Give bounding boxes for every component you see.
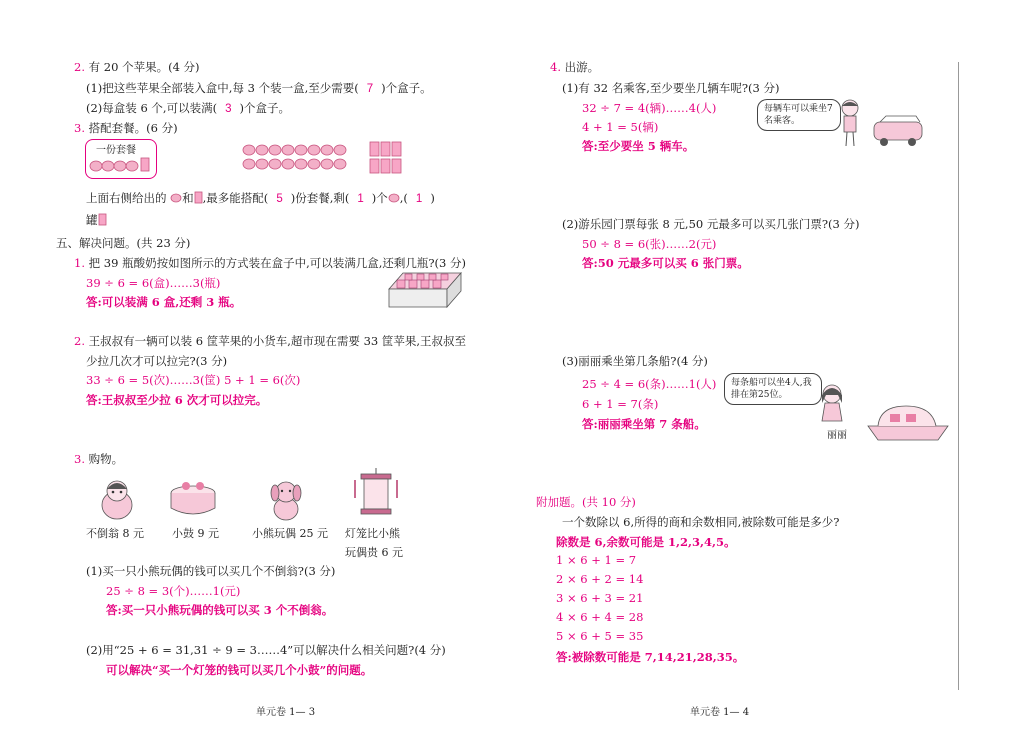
lantern-icon <box>353 468 399 520</box>
section5-title: 五、解决问题。(共 23 分) <box>56 236 191 250</box>
q2-part2: (2)每盒装 6 个,可以装满( 3 )个盒子。 <box>86 101 290 115</box>
cans-group-icon <box>369 141 403 175</box>
girl-icon <box>818 383 846 425</box>
item-drum-label: 小鼓 9 元 <box>172 527 219 540</box>
q4-title: 4. 出游。 <box>550 60 600 74</box>
q4-p1-answer: 答:至少要坐 5 辆车。 <box>582 139 695 153</box>
s5q1-text: 1. 把 39 瓶酸奶按如图所示的方式装在盒子中,可以装满几盒,还剩几瓶?(3 分) <box>74 256 467 270</box>
item-lantern-label1: 灯笼比小熊 <box>345 527 400 540</box>
extra-eq-1: 1 × 6 + 1 = 7 <box>556 553 637 567</box>
car-icon <box>872 114 924 148</box>
cakes-group-icon <box>242 142 350 172</box>
s5q3-title: 3. 购物。 <box>74 452 124 466</box>
girl-name: 丽丽 <box>827 430 847 441</box>
s5q1-answer: 答:可以装满 6 盒,还剩 3 瓶。 <box>86 295 242 309</box>
left-footer: 单元卷 1— 3 <box>256 707 316 718</box>
extra-title: 附加题。(共 10 分) <box>536 495 636 509</box>
s5q3-p1-answer: 答:买一只小熊玩偶的钱可以买 3 个不倒翁。 <box>106 603 334 617</box>
speech-bubble-boat: 每条船可以坐4人,我排在第25位。 <box>724 373 822 405</box>
q4-p1: (1)有 32 名乘客,至少要坐几辆车呢?(3 分) <box>562 81 780 95</box>
item-bear-label: 小熊玩偶 25 元 <box>252 527 328 540</box>
q4-p3-work1: 25 ÷ 4 = 6(条)……1(人) <box>582 377 717 391</box>
extra-eq-3: 3 × 6 + 3 = 21 <box>556 591 644 605</box>
q3-line2: 罐 <box>86 212 107 228</box>
cake-icon <box>388 193 400 203</box>
item-lantern-label2: 玩偶贵 6 元 <box>345 546 403 559</box>
q4-p1-work2: 4 + 1 = 5(辆) <box>582 120 659 134</box>
page-edge-divider <box>958 62 959 690</box>
yogurt-box-icon <box>385 267 463 311</box>
right-footer: 单元卷 1— 4 <box>690 707 750 718</box>
set-meal-items-icon <box>89 157 153 173</box>
q4-p2-answer: 答:50 元最多可以买 6 张门票。 <box>582 256 749 270</box>
s5q2-text1: 2. 王叔叔有一辆可以装 6 筐苹果的小货车,超市现在需要 33 筐苹果,王叔叔至 <box>74 334 467 348</box>
set-meal-label: 一份套餐 <box>96 145 136 156</box>
q2-part1: (1)把这些苹果全部装入盒中,每 3 个装一盒,至少需要( 7 )个盒子。 <box>86 81 432 95</box>
q4-p2: (2)游乐园门票每张 8 元,50 元最多可以买几张门票?(3 分) <box>562 217 860 231</box>
teddy-bear-icon <box>266 478 306 522</box>
q4-p3: (3)丽丽乘坐第几条船?(4 分) <box>562 354 708 368</box>
s5q3-p1-work: 25 ÷ 8 = 3(个)……1(元) <box>106 584 241 598</box>
q3-line1: 上面右侧给出的 和 ,最多能搭配( 5 )份套餐,剩( 1 )个 ,( 1 ) <box>86 191 435 205</box>
q3-title: 3. 搭配套餐。(6 分) <box>74 121 178 135</box>
extra-eq-2: 2 × 6 + 2 = 14 <box>556 572 644 586</box>
extra-line1: 除数是 6,余数可能是 1,2,3,4,5。 <box>556 535 736 549</box>
s5q2-text2: 少拉几次才可以拉完?(3 分) <box>86 354 228 368</box>
can-icon <box>194 191 203 204</box>
s5q3-p2-answer: 可以解决“买一个灯笼的钱可以买几个小鼓”的问题。 <box>106 663 373 677</box>
item-tumbler-label: 不倒翁 8 元 <box>86 527 144 540</box>
boy-icon <box>838 98 862 150</box>
s5q1-work: 39 ÷ 6 = 6(盒)……3(瓶) <box>86 276 221 290</box>
q4-p3-answer: 答:丽丽乘坐第 7 条船。 <box>582 417 706 431</box>
extra-eq-5: 5 × 6 + 5 = 35 <box>556 629 644 643</box>
can-icon <box>98 213 107 226</box>
boat-icon <box>866 400 950 444</box>
s5q2-work: 33 ÷ 6 = 5(次)……3(筐) 5 + 1 = 6(次) <box>86 373 301 387</box>
q4-p1-work1: 32 ÷ 7 = 4(辆)……4(人) <box>582 101 717 115</box>
cake-icon <box>170 193 182 203</box>
extra-answer: 答:被除数可能是 7,14,21,28,35。 <box>556 650 745 664</box>
tumbler-toy-icon <box>100 478 134 520</box>
drum-icon <box>168 480 218 520</box>
s5q2-answer: 答:王叔叔至少拉 6 次才可以拉完。 <box>86 393 268 407</box>
q2-title: 2. 有 20 个苹果。(4 分) <box>74 60 200 74</box>
q4-p2-work: 50 ÷ 8 = 6(张)……2(元) <box>582 237 717 251</box>
set-meal-box <box>85 139 157 179</box>
s5q3-p1: (1)买一只小熊玩偶的钱可以买几个不倒翁?(3 分) <box>86 564 336 578</box>
q4-p3-work2: 6 + 1 = 7(条) <box>582 397 659 411</box>
extra-eq-4: 4 × 6 + 4 = 28 <box>556 610 644 624</box>
speech-bubble-car: 每辆车可以乘坐7名乘客。 <box>757 99 841 131</box>
s5q3-p2: (2)用“25 + 6 = 31,31 ÷ 9 = 3……4”可以解决什么相关问题?(4 分) <box>86 643 446 657</box>
extra-question: 一个数除以 6,所得的商和余数相同,被除数可能是多少? <box>562 515 840 529</box>
